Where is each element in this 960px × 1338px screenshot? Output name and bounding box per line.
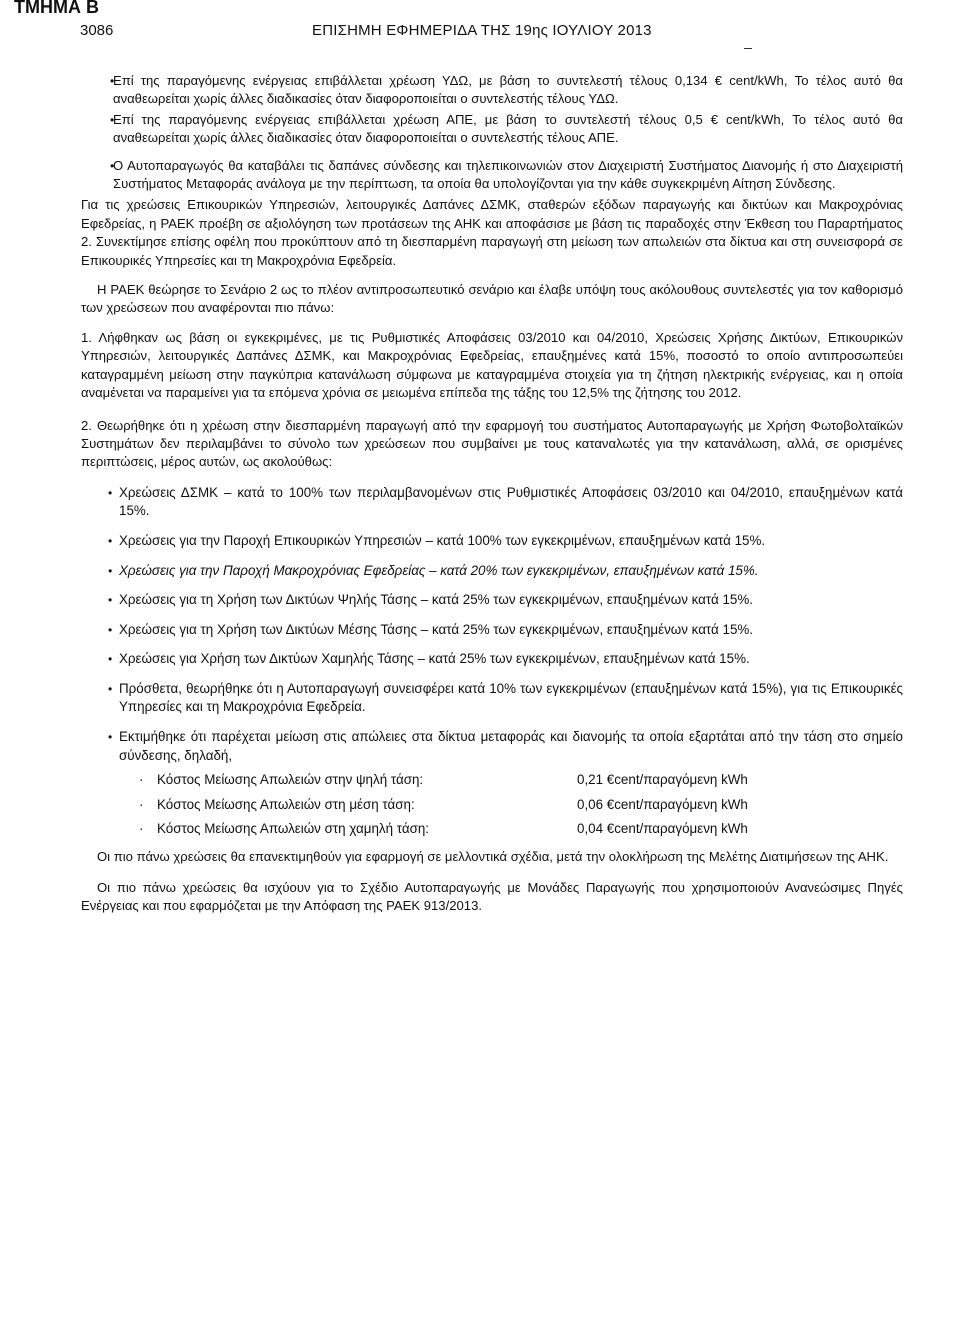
loss-row [81, 796, 903, 814]
charge-item: • Χρεώσεις για την Παροχή Επικουρικών Υπηρεσιών – κατά 100% των εγκεκριμένων, επαυξημένων κατά 15%. [81, 532, 903, 551]
bullet-mark: · [139, 772, 144, 788]
loss-value: 0,04 €cent/παραγόμενη kWh [577, 821, 748, 837]
paragraph-assessment: Για τις χρεώσεις Επικουρικών Υπηρεσιών, λειτουργικές Δαπάνες ΔΣΜΚ, σταθερών εξόδων παραγωγής και δικτύων και Μακροχρόνιας Εφεδρείας, η ΡΑΕΚ προέβη σε αξιολόγηση των προτάσεων της ΑΗΚ και αποφάσισε με βάση τις παραδοχές στην Έκθεση του Παραρτήματος 2. Συνεκτίμησε επίσης οφέλη που προκύπτουν από τη διεσπαρμένη παραγωγή στη μείωση των απωλειών στα δίκτυα και στη συνεισφορά σε Επικουρικές Υπηρεσίες και τη Μακροχρόνια Εφεδρεία. [81, 197, 903, 268]
charge-item: • Πρόσθετα, θεωρήθηκε ότι η Αυτοπαραγωγή συνεισφέρει κατά 10% των εγκεκριμένων (επαυξημένων κατά 15%), για τις Επικουρικές Υπηρεσίες και τη Μακροχρόνια Εφεδρεία. [81, 680, 903, 717]
closing-paragraph-review: Οι πιο πάνω χρεώσεις θα επανεκτιμηθούν για εφαρμογή σε μελλοντικά σχέδια, μετά την ολοκλήρωση της Μελέτης Διατιμήσεων της ΑΗΚ. [97, 849, 889, 865]
bullet-mark: · [139, 821, 144, 837]
bullet-ydo-charge: • Επί της παραγόμενης ενέργειας επιβάλλεται χρέωση ΥΔΩ, με βάση το συντελεστή τέλους 0,134 € cent/kWh, Το τέλος αυτό θα αναθεωρείται χωρίς άλλες διαδικασίες όταν διαφοροποιείται ο συντελεστής τέλους ΥΔΩ. [81, 72, 903, 109]
loss-row [81, 771, 903, 789]
loss-value: 0,06 €cent/παραγόμενη kWh [577, 796, 748, 812]
loss-row [81, 820, 903, 838]
bullet-mark: · [139, 796, 144, 812]
charge-item: • Εκτιμήθηκε ότι παρέχεται μείωση στις απώλειες στα δίκτυα μεταφοράς και διανομής τα οποία εξαρτάται από την τάση στο σημείο σύνδεσης, δηλαδή, [81, 728, 903, 765]
closing-paragraph-scope: Οι πιο πάνω χρεώσεις θα ισχύουν για το Σχέδιο Αυτοπαραγωγής με Μονάδες Παραγωγής που χρησιμοποιούν Ανανεώσιμες Πηγές Ενέργειας και που εφαρμόζεται με την Απόφαση της ΡΑΕΚ 913/2013. [81, 879, 903, 914]
charge-item: • Χρεώσεις ΔΣΜΚ – κατά το 100% των περιλαμβανομένων στις Ρυθμιστικές Αποφάσεις 03/2010 και 04/2010, επαυξημένων κατά 15%. [81, 484, 903, 521]
bullet-ape-charge: • Επί της παραγόμενης ενέργειας επιβάλλεται χρέωση ΑΠΕ, με βάση το συντελεστή τέλους 0,5 € cent/kWh, Το τέλος αυτό θα αναθεωρείται χωρίς άλλες διαδικασίες όταν διαφοροποιείται ο συντελεστής τέλους ΑΠΕ. [81, 111, 903, 148]
paragraph-point-2: 2. Θεωρήθηκε ότι η χρέωση στην διεσπαρμένη παραγωγή από την εφαρμογή του συστήματος Αυτοπαραγωγής με Χρήση Φωτοβολταϊκών Συστημάτων δεν περιλαμβάνει το σύνολο των χρεώσεων που συμβαίνει με τους καταναλωτές για την κατανάλωση, αλλά, σε ορισμένες περιπτώσεις, μέρος αυτών, ως ακολούθως: [81, 417, 903, 470]
loss-label: Κόστος Μείωσης Απωλειών στη χαμηλή τάση: [157, 821, 430, 837]
document-body [81, 72, 903, 916]
charge-item: • Χρεώσεις για την Παροχή Μακροχρόνιας Εφεδρείας – κατά 20% των εγκεκριμένων, επαυξημένων κατά 15%. [81, 562, 903, 581]
scan-mark [744, 48, 752, 49]
charge-item: • Χρεώσεις για Χρήση των Δικτύων Χαμηλής Τάσης – κατά 25% των εγκεκριμένων, επαυξημένων κατά 15%. [81, 650, 903, 669]
journal-header: ΕΠΙΣΗΜΗ ΕΦΗΜΕΡΙΔΑ ΤΗΣ 19ης ΙΟΥΛΙΟΥ 2013 [312, 22, 652, 39]
charge-item: • Χρεώσεις για τη Χρήση των Δικτύων Μέσης Τάσης – κατά 25% των εγκεκριμένων, επαυξημένων κατά 15%. [81, 621, 903, 640]
paragraph-point-1: 1. Λήφθηκαν ως βάση οι εγκεκριμένες, με τις Ρυθμιστικές Αποφάσεις 03/2010 και 04/2010, Χρεώσεις Χρήσης Δικτύων, Επικουρικών Υπηρεσιών, λειτουργικές Δαπάνες ΔΣΜΚ, και Μακροχρόνιας Εφεδρείας, επαυξημένες κατά 15%, ποσοστό το οποίο αντιπροσωπεύει καταγραμμένη μείωση στην παγκύπρια κατανάλωση σύμφωνα με καταγραμμένα στοιχεία για τη ζήτηση ηλεκτρικής ενέργειας, και η οποία αναμένεται να παραμείνει για τα επόμενα χρόνια σε μειωμένα επίπεδα της τάξης του 12,5% της ζήτησης του 2012. [81, 329, 903, 401]
bullet-connection-costs: • Ο Αυτοπαραγωγός θα καταβάλει τις δαπάνες σύνδεσης και τηλεπικοινωνιών στον Διαχειριστή Συστήματος Διανομής ή στο Διαχειριστή Συστήματος Μεταφοράς ανάλογα με την περίπτωση, τα οποία θα υπολογίζονται για την κάθε συγκεκριμένη Αίτηση Σύνδεσης. [81, 157, 903, 194]
page-number: 3086 [80, 22, 114, 39]
charge-item: • Χρεώσεις για τη Χρήση των Δικτύων Ψηλής Τάσης – κατά 25% των εγκεκριμένων, επαυξημένων κατά 15%. [81, 591, 903, 610]
loss-label: Κόστος Μείωσης Απωλειών στην ψηλή τάση: [157, 772, 424, 788]
section-label: ΤΜΗΜΑ Β [14, 0, 99, 17]
loss-value: 0,21 €cent/παραγόμενη kWh [577, 772, 748, 788]
loss-label: Κόστος Μείωσης Απωλειών στη μέση τάση: [157, 796, 415, 812]
paragraph-scenario: Η ΡΑΕΚ θεώρησε το Σενάριο 2 ως το πλέον αντιπροσωπευτικό σενάριο και έλαβε υπόψη τους ακόλουθους συντελεστές για τον καθορισμό των χρεώσεων που αναφέρονται πιο πάνω: [81, 282, 903, 316]
